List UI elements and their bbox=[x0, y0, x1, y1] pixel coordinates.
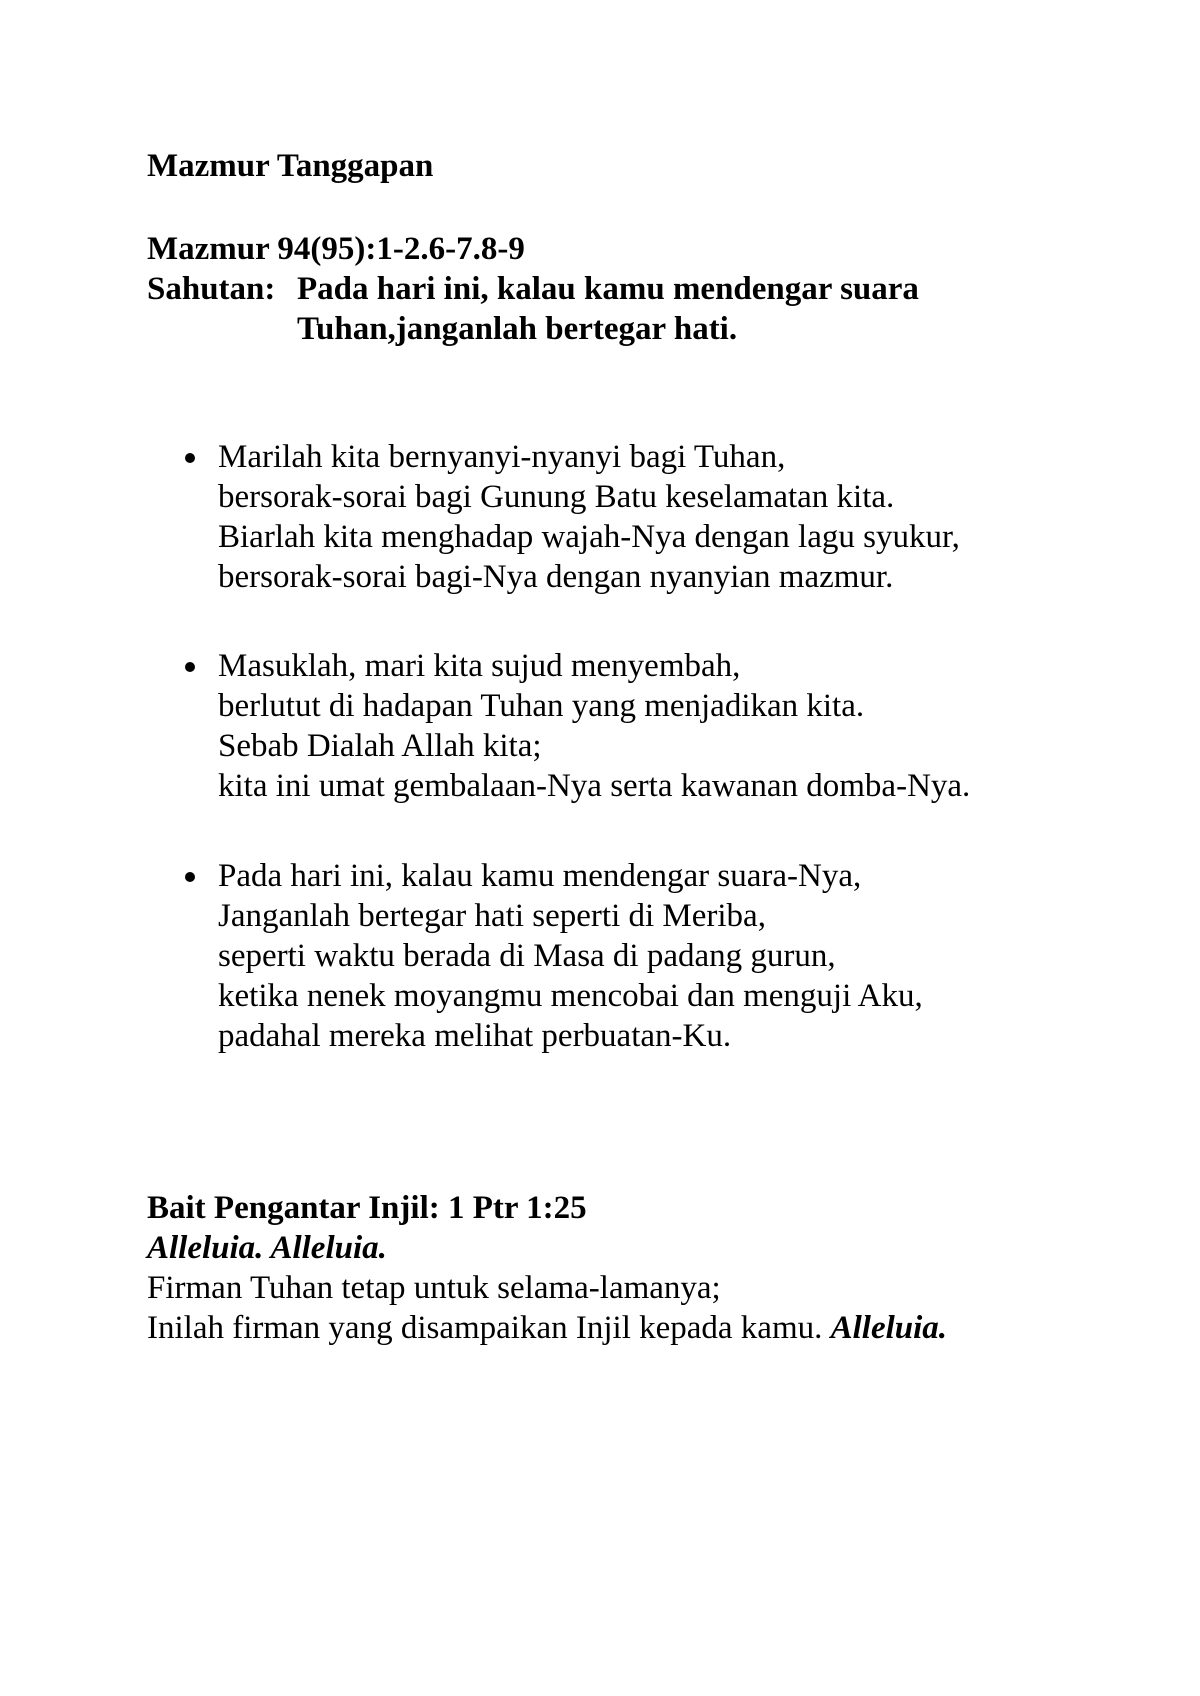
stanza-line: ketika nenek moyangmu mencobai dan menguji Aku, bbox=[218, 978, 923, 1014]
page-title: Mazmur Tanggapan bbox=[147, 148, 434, 184]
stanza-1 bbox=[180, 437, 1160, 597]
response-label: Sahutan: bbox=[147, 271, 284, 307]
stanza-line: seperti waktu berada di Masa di padang gurun, bbox=[218, 938, 836, 974]
stanza-line: Biarlah kita menghadap wajah-Nya dengan lagu syukur, bbox=[218, 519, 960, 555]
stanza-line: Marilah kita bernyanyi-nyanyi bagi Tuhan, bbox=[218, 439, 786, 475]
stanza-line: berlutut di hadapan Tuhan yang menjadikan kita. bbox=[218, 688, 865, 724]
psalm-reference: Mazmur 94(95):1-2.6-7.8-9 bbox=[147, 231, 525, 267]
stanza-line: padahal mereka melihat perbuatan-Ku. bbox=[218, 1018, 732, 1054]
alleluia-text: Alleluia. Alleluia. bbox=[147, 1230, 387, 1266]
gospel-acclamation bbox=[147, 1188, 1140, 1348]
gospel-heading: Bait Pengantar Injil: 1 Ptr 1:25 bbox=[147, 1190, 587, 1226]
gospel-line-2-text: Inilah firman yang disampaikan Injil kepada kamu. bbox=[147, 1310, 831, 1346]
psalm-response bbox=[147, 269, 1140, 349]
bullet-icon bbox=[180, 646, 218, 806]
stanza-line: Pada hari ini, kalau kamu mendengar suara-Nya, bbox=[218, 858, 862, 894]
closing-alleluia: Alleluia. bbox=[830, 1310, 948, 1346]
gospel-line-1: Firman Tuhan tetap untuk selama-lamanya; bbox=[147, 1270, 721, 1306]
stanza-line: bersorak-sorai bagi-Nya dengan nyanyian mazmur. bbox=[218, 559, 894, 595]
stanza-2 bbox=[180, 646, 1160, 806]
response-text: Pada hari ini, kalau kamu mendengar suara Tuhan,janganlah bertegar hati. bbox=[297, 271, 919, 347]
stanza-3 bbox=[180, 856, 1160, 1056]
bullet-icon bbox=[180, 856, 218, 1056]
stanza-line: Sebab Dialah Allah kita; bbox=[218, 728, 542, 764]
stanza-line: bersorak-sorai bagi Gunung Batu keselamatan kita. bbox=[218, 479, 895, 515]
bullet-icon bbox=[180, 437, 218, 597]
stanza-line: kita ini umat gembalaan-Nya serta kawanan domba-Nya. bbox=[218, 768, 971, 804]
stanza-line: Janganlah bertegar hati seperti di Meriba, bbox=[218, 898, 766, 934]
stanza-line: Masuklah, mari kita sujud menyembah, bbox=[218, 648, 741, 684]
gospel-line-2 bbox=[147, 1308, 1140, 1348]
